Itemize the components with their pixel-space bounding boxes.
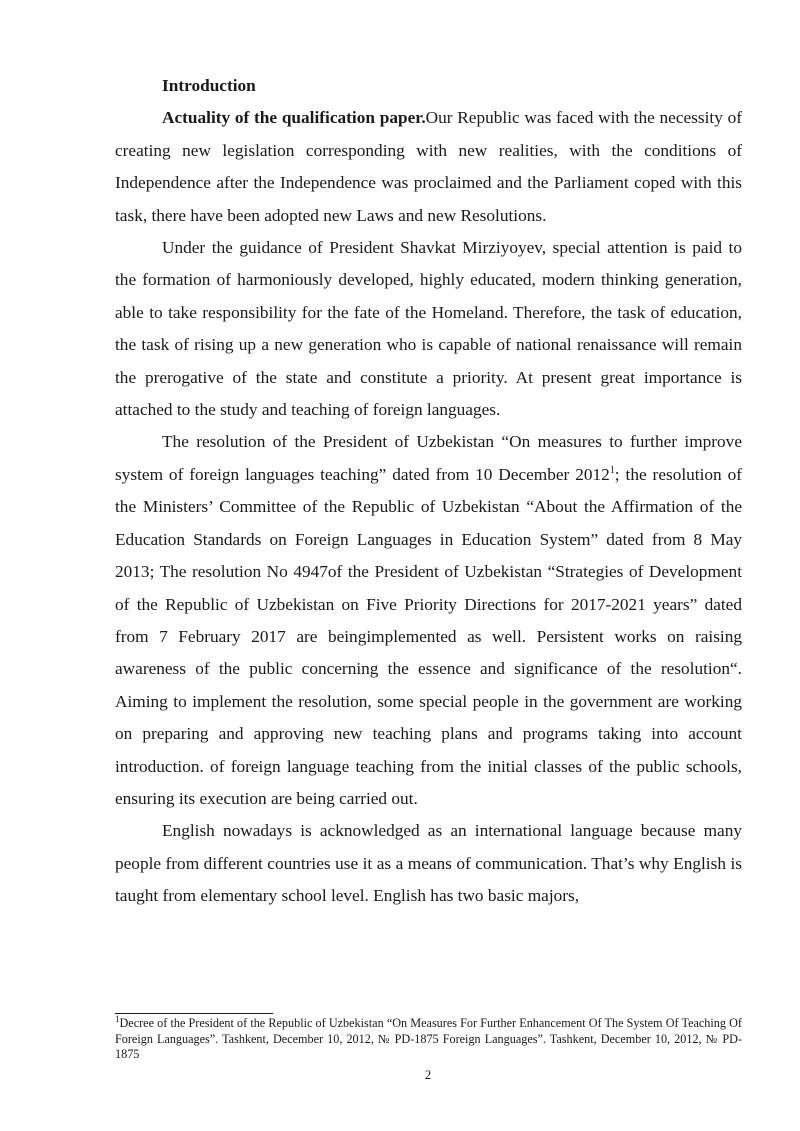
- actuality-label: Actuality of the qualification paper.: [162, 108, 426, 128]
- footnote-text: Decree of the President of the Republic of Uzbekistan “On Measures For Further Enhancement Of The System Of Teaching Of Foreign Languages”. Tashkent, December 10, 2012, № PD-1875 Foreign Languages”. Tashkent, December 10, 2012, № PD-1875: [115, 1016, 742, 1062]
- resolution-text-a: The resolution of the President of Uzbekistan “On measures to further improve system of foreign languages teaching” dated from 10 December 2012: [115, 432, 742, 484]
- footnote: [115, 1016, 742, 1063]
- paragraph-actuality: [115, 102, 742, 232]
- body-text: [115, 70, 742, 913]
- introduction-heading: Introduction: [162, 76, 256, 95]
- paragraph-english: English nowadays is acknowledged as an international language because many people from different countries use it as a means of communication. That’s why English is taught from elementary school level. English has two basic majors,: [115, 821, 742, 906]
- page-number: 2: [424, 1067, 432, 1082]
- footnote-mark: 1: [115, 1014, 120, 1024]
- paragraph-guidance: Under the guidance of President Shavkat Mirziyoyev, special attention is paid to the formation of harmoniously developed, highly educated, modern thinking generation, able to take responsibility for the fate of the Homeland. Therefore, the task of education, the task of rising up a new generation who is capable of national renaissance will remain the prerogative of the state and constitute a priority. At present great importance is attached to the study and teaching of foreign languages.: [115, 238, 742, 420]
- footnote-reference[interactable]: 1: [609, 464, 615, 476]
- footnote-separator: [115, 1013, 273, 1014]
- resolution-text-b: ; the resolution of the Ministers’ Committee of the Republic of Uzbekistan “About the Affirmation of the Education Standards on Foreign Languages in Education System” dated from 8 May 2013; The resolution No 4947of the President of Uzbekistan “Strategies of Development of the Republic of Uzbekistan on Five Priority Directions for 2017-2021 years” dated from 7 February 2017 are beingimplemented as well. Persistent works on raising awareness of the public concerning the essence and significance of the resolution“. Aiming to implement the resolution, some special people in the government are working on preparing and approving new teaching plans and programs taking into account introduction. of foreign language teaching from the initial classes of the public schools, ensuring its execution are being carried out.: [115, 464, 742, 808]
- paragraph-resolution: [115, 426, 742, 815]
- actuality-text: Our Republic was faced with the necessity of creating new legislation corresponding with new realities, with the conditions of Independence after the Independence was proclaimed and the Parliament coped with this task, there have been adopted new Laws and new Resolutions.: [115, 108, 742, 225]
